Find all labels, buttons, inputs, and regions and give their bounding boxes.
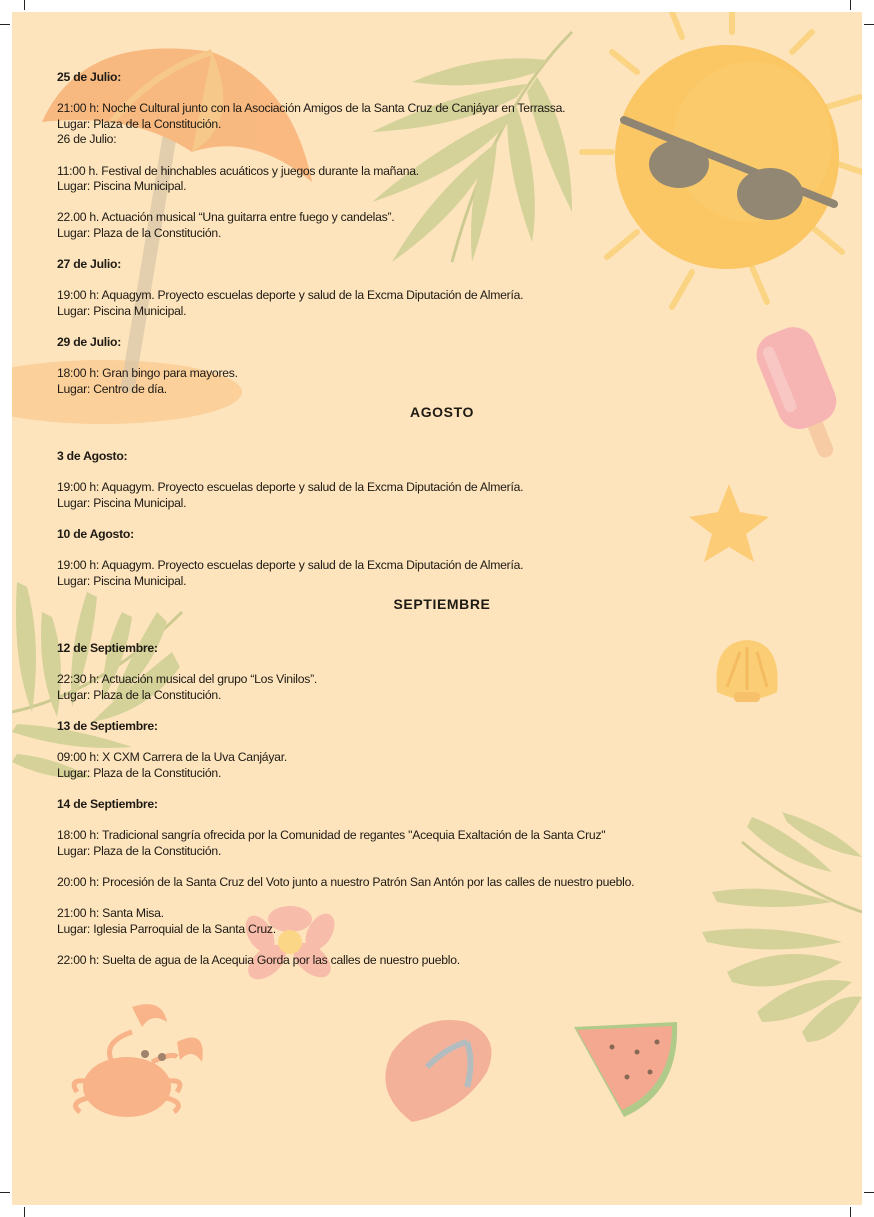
event-line: 21:00 h: Noche Cultural junto con la Asociación Amigos de la Santa Cruz de Canjáyar en Terrassa.: [57, 101, 566, 116]
event-line: Lugar: Piscina Municipal.: [57, 495, 187, 510]
event-line: 19:00 h: Aquagym. Proyecto escuelas deporte y salud de la Excma Diputación de Almería.: [57, 288, 524, 303]
event-line: 22:00 h: Suelta de agua de la Acequia Gorda por las calles de nuestro pueblo.: [57, 952, 460, 967]
crab-icon: [74, 1004, 203, 1117]
crop-mark: [24, 0, 25, 10]
crop-mark: [864, 24, 874, 25]
event-line: 22.00 h. Actuación musical “Una guitarra entre fuego y candelas”.: [57, 210, 395, 225]
program-text: [57, 70, 837, 968]
spacer: [57, 465, 837, 481]
spacer: [57, 351, 837, 367]
spacer: [57, 657, 837, 673]
event-line: Lugar: Iglesia Parroquial de la Santa Cruz.: [57, 921, 276, 936]
event-line: 09:00 h: X CXM Carrera de la Uva Canjáyar.: [57, 750, 287, 765]
event-date: 12 de Septiembre:: [57, 641, 158, 655]
spacer: [57, 148, 837, 164]
spacer: [57, 891, 837, 907]
event-line: Lugar: Piscina Municipal.: [57, 179, 187, 194]
spacer: [57, 937, 837, 953]
event-line: Lugar: Plaza de la Constitución.: [57, 765, 222, 780]
spacer: [57, 242, 837, 258]
flip-flop-icon: [385, 1020, 491, 1122]
spacer: [57, 781, 837, 797]
event-date: 29 de Julio:: [57, 335, 122, 350]
watermelon-icon: [574, 1022, 677, 1117]
crop-mark: [850, 0, 851, 10]
spacer: [57, 273, 837, 289]
event-date: 3 de Agosto:: [57, 449, 128, 464]
crop-mark: [850, 1207, 851, 1217]
crop-mark: [0, 1192, 10, 1193]
event-line: Lugar: Piscina Municipal.: [57, 573, 187, 588]
spacer: [57, 86, 837, 102]
spacer: [57, 543, 837, 559]
spacer: [57, 320, 837, 336]
crop-mark: [0, 24, 10, 25]
event-line: 11:00 h. Festival de hinchables acuáticos y juegos durante la mañana.: [57, 163, 419, 178]
event-date: 10 de Agosto:: [57, 527, 134, 542]
event-line: 26 de Julio:: [57, 132, 117, 147]
spacer: [57, 195, 837, 211]
document-page: [12, 12, 862, 1205]
spacer: [57, 813, 837, 829]
event-line: 19:00 h: Aquagym. Proyecto escuelas deporte y salud de la Excma Diputación de Almería.: [57, 480, 524, 495]
crop-mark: [864, 1192, 874, 1193]
event-date: 14 de Septiembre:: [57, 796, 158, 811]
event-date: 13 de Septiembre:: [57, 718, 158, 733]
event-line: 18:00 h: Gran bingo para mayores.: [57, 366, 238, 381]
spacer: [57, 511, 837, 527]
event-line: Lugar: Piscina Municipal.: [57, 303, 187, 318]
event-line: 18:00 h: Tradicional sangría ofrecida por la Comunidad de regantes "Acequia Exaltación de la Santa Cruz": [57, 828, 606, 843]
month-heading: SEPTIEMBRE: [393, 596, 491, 613]
spacer: [57, 703, 837, 719]
event-line: Lugar: Centro de día.: [57, 381, 167, 396]
event-date: 25 de Julio:: [57, 70, 122, 84]
spacer: [57, 735, 837, 751]
event-line: Lugar: Plaza de la Constitución.: [57, 687, 222, 702]
event-line: Lugar: Plaza de la Constitución.: [57, 843, 222, 858]
event-date: 27 de Julio:: [57, 257, 122, 272]
crop-mark: [24, 1207, 25, 1217]
month-heading: AGOSTO: [409, 404, 475, 421]
spacer: [57, 859, 837, 875]
event-line: Lugar: Plaza de la Constitución.: [57, 116, 222, 131]
event-line: 21:00 h: Santa Misa.: [57, 906, 164, 921]
event-line: 19:00 h: Aquagym. Proyecto escuelas deporte y salud de la Excma Diputación de Almería.: [57, 558, 524, 573]
event-line: 22:30 h: Actuación musical del grupo “Los Vinilos”.: [57, 672, 318, 687]
event-line: Lugar: Plaza de la Constitución.: [57, 225, 222, 240]
event-line: 20:00 h: Procesión de la Santa Cruz del Voto junto a nuestro Patrón San Antón por las calles de nuestro pueblo.: [57, 874, 635, 889]
